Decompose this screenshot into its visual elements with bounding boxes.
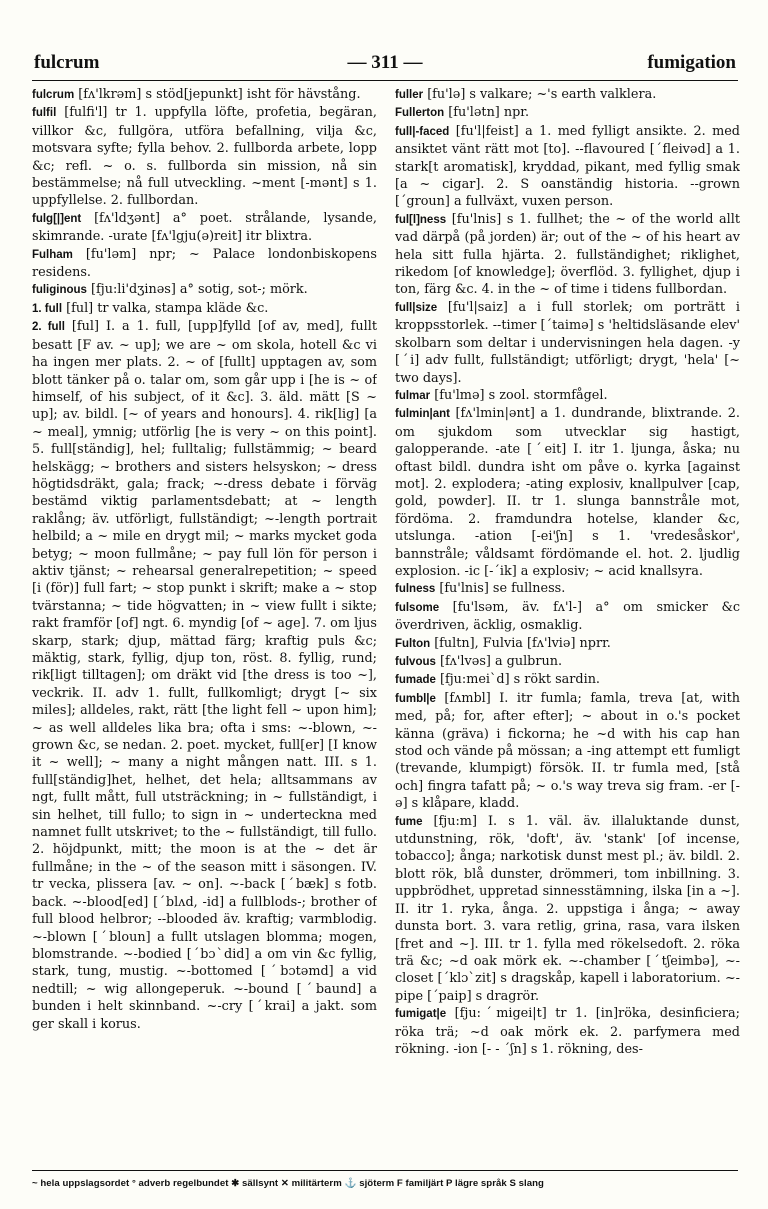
entry-headword: fulcrum [32,89,75,101]
entry-headword: fulmin|ant [395,408,450,421]
dictionary-entry [395,211,740,299]
dictionary-entry [32,246,377,282]
entry-headword: Fulton [395,637,431,650]
dictionary-columns [32,86,740,1146]
entry-definition: [fju:m] I. s 1. väl. äv. illaluktande dunst, utdunstning, rök, 'doft', äv. 'stank' [of incense, tobacco]; ånga; narkotisk dunst mest pl.; äv. bildl. 2. blott rök, blå dunster, drömmeri, tom inbillning. 3. uppbrödhet, uppretad sinnesstämning, ilska [in a ~]. II. itr 1. ryka, ånga. 2. uppstiga i ånga; ~ away dunsta bort. 3. vara retlig, grina, rasa, vara ilsken [fret and ~]. III. tr 1. fylla med rökelsedoft. 2. röka trä &c; ~d oak mörk ek. ~-chamber [ˊtʃeimbə], ~-closet [ˊklɔˋzit] s dragskåp, kapell i laboratorium. ~-pipe [ˊpaip] s dragrör. [395,813,740,1004]
dictionary-entry [32,318,377,1033]
entry-headword: fuller [395,89,424,101]
entry-headword: fulsome [395,601,440,614]
dictionary-entry [395,813,740,1005]
entry-definition: [fu'lmə] s zool. stormfågel. [430,387,608,403]
entry-definition: [fulfi'l] tr 1. uppfylla löfte, profetia, begäran, villkor &c, fullgöra, utföra befallning, vilja &c, motsvara syfte; fylla behov. 2. fullborda arbete, lopp &c; refl. ~ o. s. fullborda sin mission, nå sin bestämmelse; nå full utveckling. ~ment [-mənt] s 1. uppfyllelse. 2. fullbordan. [32,105,377,209]
entry-headword: Fulham [32,248,73,261]
entry-headword: fumigat|e [395,1008,447,1021]
dictionary-entry [395,1005,740,1058]
page-number: — 311 — [347,52,423,73]
running-head-left: fulcrum [34,52,100,73]
entry-definition: [fu'l|feist] a 1. med fylligt ansikte. 2. med ansiktet vänt rätt mot [to]. --flavoured [ˊfleivəd] a 1. stark[t aromatisk], kryddad, pikant, med fyllig smak [a ~ cigar]. 2. S oanständig historia. --grown [ˊgroun] a fullväxt, vuxen person. [395,123,740,210]
dictionary-entry [395,671,740,689]
entry-headword: fuliginous [32,284,87,297]
entry-definition: [fju:ˊmigei|t] tr 1. [in]röka, desinficiera; röka trä; ~d oak mörk ek. 2. parfymera med rökning. -ion [- - ˊʃn] s 1. rökning, des- [395,1006,740,1057]
entry-headword: Fullerton [395,107,445,120]
entry-definition: [fu'ləm] npr; ~ Palace londonbiskopens residens. [32,246,377,281]
abbreviation-legend: ~ hela uppslagsordet ° adverb regelbundet ✱ sällsynt ✕ militärterm ⚓ sjöterm F familjärt P lägre språk S slang [32,1170,738,1200]
running-head-right: fumigation [647,52,736,73]
dictionary-entry [32,210,377,246]
dictionary-entry [32,300,377,318]
entry-headword: fulfil [32,107,57,120]
dictionary-entry [395,690,740,813]
left-column [32,86,377,1146]
dictionary-entry [395,635,740,653]
entry-headword: fume [395,815,423,828]
dictionary-entry [395,405,740,580]
dictionary-entry [32,86,377,104]
dictionary-entry [32,104,377,209]
entry-definition: [fu'lnis] se fullness. [435,581,566,597]
dictionary-entry [395,599,740,635]
entry-definition: [ful] I. a 1. full, [upp]fylld [of av, med], fullt besatt [F av. ~ up]; we are ~ om skola, hotell &c vi ha ingen mer plats. 2. ~ of [fullt] upptagen av, som blott tänker på o. talar om, som går upp i [he is ~ of himself, of his subject, of it &c]. 3. äld. mätt [S ~ up]; av. bildl. [~ of years and honours]. 4. rik[lig] [a ~ meal], ymnig; utförlig [he is very ~ on this point]. 5. full[ständig], hel; fulltalig; fullstämmig; ~ beard helskägg; ~ brothers and sisters helsyskon; ~ dress högtidsdräkt, gala; frack; ~-dress debate i förväg bestämd viktig parlamentsdebatt; at ~ length raklång; äv. utförligt, fullständigt; ~-length portrait helbild; a ~ mile en drygt mil; ~ marks mycket goda betyg; ~ moon fullmåne; ~ pay full lön för person i aktiv tjänst; ~ rehearsal generalrepetition; ~ speed [i (för)] full fart; ~ stop punkt i skrift; make a ~ stop tvärstanna; ~ tide högvatten; in ~ view fullt i sikte; rakt framför [of] ngt. 6. myndig [of ~ age]. 7. om ljus skarp, stark; djup, mättad färg; kraftig puls &c; mäktig, stark, fyllig, djup ton, röst. 8. fyllig, rund; rik[ligt tilltagen]; om dräkt vid [the dress is too ~], veckrik. II. adv 1. fullt, fullkomligt; drygt [~ six miles]; alldeles, rakt, rätt [the light fell ~ upon him]; ~ as well alldeles lika bra; ofta i sms: ~-blown, ~-grown &c, se nedan. 2. poet. mycket, full[er] [I know it ~ well]; ~ many a night mången natt. III. s 1. full[ständig]het, helhet, det hela; alltsammans av ngt, fullt mått, full utsträckning; in ~ fullständigt, i sin helhet, till fullo; to sign in ~ underteckna med namnet fullt utskrivet; to the ~ fullständigt, till fullo. 2. höjdpunkt, mitt; the moon is at the ~ det är fullmåne; in the ~ of the season mitt i säsongen. IV. tr vecka, plissera [av. ~ on]. ~-back [ˊbæk] s fotb. back. ~-blood[ed] [ˊblʌd, -id] a fullblods-; brother of full blood helbror; --blooded äv. kraftig; varmblodig. ~-blown [ˊbloun] a fullt utslagen blomma; mogen, blomstrande. ~-bodied [ˊbɔˋdid] a om vin &c fyllig, stark, tung, mustig. ~-bottomed [ˊbɔtəmd] a vid nedtill; ~ wig allongeperuk. ~-bound [ˊbaund] a bunden i helt skinnband. ~-cry [ˊkrai] a jakt. som ger skall i korus. [32,319,377,1032]
dictionary-entry [32,281,377,299]
dictionary-entry [395,580,740,598]
entry-definition: [fju:li'dʒinəs] a° sotig, sot-; mörk. [86,282,308,298]
dictionary-entry [395,653,740,671]
entry-definition: [fu'l|saiz] a i full storlek; om porträtt i kroppsstorlek. --timer [ˊtaimə] s 'heltidsläsande elev' skolbarn som deltar i undervisningen hela dagen. -y [ˊi] adv fullt, fullständigt; utförligt; drygt, 'hela' [~ two days]. [395,299,740,386]
entry-definition: [fʌ'lkrəm] s stöd[jepunkt] isht för hävstång. [74,87,361,102]
entry-definition: [fu'lnis] s 1. fullhet; the ~ of the world allt vad därpå (på jorden) är; out of the ~ of his heart av hela sitt fulla hjärta. 2. fullständighet; riklighet, rikedom [of knowledge]; överflöd. 3. fyllighet, djup i ton, färg &c. 4. in the ~ of time i tidens fullbordan. [395,211,740,298]
dictionary-entry [395,123,740,211]
entry-headword: fulg[|]ent [32,212,82,225]
entry-definition: [fʌmbl] I. itr fumla; famla, treva [at, with med, på; for, after efter]; ~ about in o.'s pocket känna (gräva) i fickorna; he ~d with his cap han stod och vände på mössan; a -ing attempt ett fumligt (trevande, klumpigt) försök. II. tr fumla med, [stå och] fingra tafatt på; ~ o.'s way treva sig fram. -er [-ə] s klåpare, kladd. [395,690,740,812]
entry-definition: [fu'lə] s valkare; ~'s earth valklera. [423,87,657,102]
page-header [32,50,738,81]
entry-headword: full|size [395,301,438,314]
dictionary-entry [395,104,740,122]
entry-headword: full|-faced [395,125,450,138]
entry-definition: [fu'lsəm, äv. fʌ'l-] a° om smicker &c överdriven, äcklig, osmaklig. [395,599,740,634]
entry-headword: 1. full [32,302,63,315]
entry-headword: ful[l]ness [395,213,447,226]
entry-headword: fulvous [395,656,436,668]
entry-definition: [fu'lətn] npr. [444,105,530,121]
entry-headword: fumade [395,674,436,687]
entry-headword: 2. full [32,321,65,334]
dictionary-entry [395,86,740,104]
entry-headword: fulmar [395,389,431,402]
entry-headword: fulness [395,583,436,596]
entry-definition: [ful] tr valka, stampa kläde &c. [62,300,269,316]
dictionary-entry [395,299,740,387]
entry-definition: [fju:meiˋd] s rökt sardin. [435,672,601,688]
dictionary-entry [395,387,740,405]
entry-definition: [fultn], Fulvia [fʌ'lviə] nprr. [430,635,611,651]
entry-definition: [fʌ'ldʒənt] a° poet. strålande, lysande, skimrande. -urate [fʌ'lgju(ə)reit] itr blixtra. [32,210,377,245]
entry-definition: [fʌ'lvəs] a gulbrun. [435,654,563,669]
entry-headword: fumbl|e [395,692,436,705]
right-column [395,86,740,1146]
entry-definition: [fʌ'lmin|ənt] a 1. dundrande, blixtrande. 2. om sjukdom som utvecklar sig hastigt, galopperande. -ate [ˊeit] I. itr 1. ljunga, åska; nu oftast bildl. dundra isht om påve o. kyrka [against mot]. 2. explodera; -ating explosiv, knallpulver [cap, gold, powder]. II. tr 1. slunga bannstråle mot, fördöma. 2. framdundra hotelse, klander &c, utslunga. -ation [-ei'ʃn] s 1. 'vredesåskor', bannstråle; våldsamt fördömande el. hot. 2. ljudlig explosion. -ic [-ˊik] a explosiv; ~ acid knallsyra. [395,406,740,579]
